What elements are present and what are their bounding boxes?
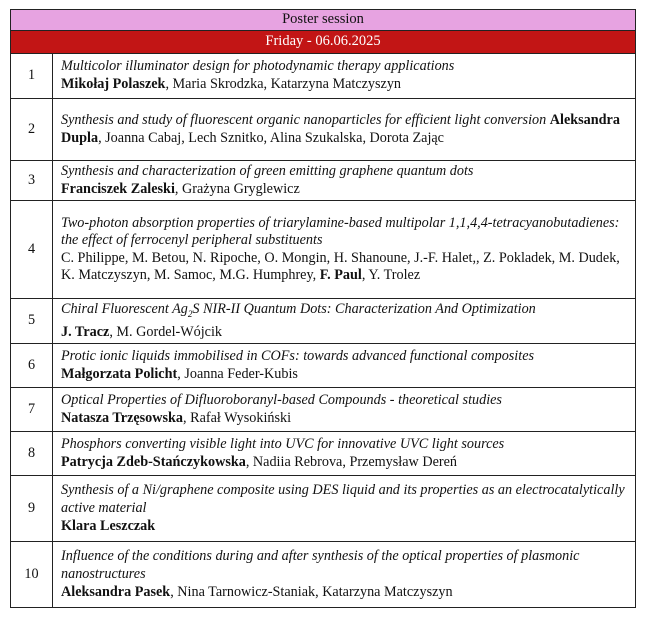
table-row <box>11 299 636 344</box>
table-row <box>11 201 636 299</box>
coauthors-before: C. Philippe, M. Betou, N. Ripoche, O. Mongin, H. Shanoune, J.-F. Halet,, Z. Pokladek, M. Dudek, K. Matczyszyn, M. Samoc, M.G. Humphrey, <box>61 249 620 284</box>
entry-number: 5 <box>11 299 53 344</box>
presenter-name: Natasza Trzęsowska <box>61 409 184 426</box>
entry-authors <box>61 454 457 470</box>
entry-title-part: S NIR-II Quantum Dots: Characterization And Optimization <box>192 301 536 318</box>
entry-number: 6 <box>11 344 53 388</box>
coauthors: , M. Gordel-Wójcik <box>109 323 223 340</box>
entry-authors <box>61 410 291 426</box>
table-row <box>11 54 636 99</box>
entry-title: Protic ionic liquids immobilised in COFs: towards advanced functional composites <box>61 348 535 365</box>
presenter-name: F. Paul <box>319 267 362 284</box>
entry-cell <box>53 299 636 344</box>
entry-cell <box>53 344 636 388</box>
coauthors: , Nadiia Rebrova, Przemysław Dereń <box>245 453 457 470</box>
coauthors: , Y. Trolez <box>361 267 421 284</box>
presenter-name: Klara Leszczak <box>61 517 156 534</box>
entry-number: 9 <box>11 476 53 542</box>
presenter-name: Mikołaj Polaszek <box>61 76 166 92</box>
day-header-row <box>11 31 636 54</box>
entry-cell <box>53 54 636 99</box>
entry-authors <box>61 518 155 534</box>
entry-cell <box>53 476 636 542</box>
entry-number: 8 <box>11 432 53 476</box>
entry-title <box>61 301 629 323</box>
day-header: Friday - 06.06.2025 <box>11 31 636 54</box>
session-header-row <box>11 10 636 31</box>
entry-title: Synthesis and characterization of green emitting graphene quantum dots <box>61 163 474 179</box>
entry-authors <box>61 250 620 284</box>
entry-title: Two-photon absorption properties of triarylamine-based multipolar 1,1,4,4-tetracyanobutadienes: the effect of ferrocenyl peripheral substituents <box>61 214 620 249</box>
table-row <box>11 99 636 161</box>
entry-title: Synthesis of a Ni/graphene composite using DES liquid and its properties as an electrocatalytically active material <box>61 482 625 516</box>
entry-title: Multicolor illuminator design for photodynamic therapy applications <box>61 58 455 75</box>
presenter-name: J. Tracz <box>61 323 110 340</box>
presenter-name: Patrycja Zdeb-Stańczykowska <box>61 453 246 470</box>
entry-cell <box>53 432 636 476</box>
entry-authors <box>61 181 300 197</box>
coauthors: , Joanna Feder-Kubis <box>177 365 298 382</box>
entry-number: 10 <box>11 542 53 608</box>
entry-number: 4 <box>11 201 53 299</box>
entry-cell <box>53 201 636 299</box>
presenter-name: Aleksandra Pasek <box>61 583 171 600</box>
table-row <box>11 476 636 542</box>
coauthors: , Rafał Wysokiński <box>183 409 292 426</box>
entry-cell <box>53 542 636 608</box>
entry-cell <box>53 161 636 201</box>
presenter-name: Małgorzata Policht <box>61 365 178 382</box>
entry-authors <box>61 324 222 340</box>
entry-number: 1 <box>11 54 53 99</box>
entry-number: 7 <box>11 388 53 432</box>
entry-cell <box>53 388 636 432</box>
table-row <box>11 388 636 432</box>
entry-cell <box>53 99 636 161</box>
table-row <box>11 161 636 201</box>
entry-number: 2 <box>11 99 53 161</box>
coauthors: , Maria Skrodzka, Katarzyna Matczyszyn <box>165 76 402 92</box>
presenter-name: Aleksandra Dupla <box>61 111 620 146</box>
entry-authors <box>61 584 453 600</box>
coauthors: , Joanna Cabaj, Lech Sznitko, Alina Szukalska, Dorota Zając <box>98 129 444 146</box>
coauthors: , Nina Tarnowicz-Staniak, Katarzyna Matczyszyn <box>170 583 453 600</box>
entry-title: Synthesis and study of fluorescent organic nanoparticles for efficient light conversion <box>61 111 547 128</box>
entry-title-subscript: 2 <box>187 309 193 320</box>
entry-authors <box>61 366 298 382</box>
table-row <box>11 542 636 608</box>
entry-title: Optical Properties of Difluoroboranyl-based Compounds - theoretical studies <box>61 392 502 409</box>
table-row <box>11 344 636 388</box>
coauthors: , Grażyna Gryglewicz <box>174 180 300 197</box>
entry-authors <box>61 76 401 92</box>
table-row <box>11 432 636 476</box>
entry-title-part: Chiral Fluorescent Ag <box>61 301 188 318</box>
poster-session-table <box>10 9 636 608</box>
presenter-name: Franciszek Zaleski <box>61 180 175 197</box>
entry-title: Phosphors converting visible light into UVC for innovative UVC light sources <box>61 436 505 453</box>
entry-number: 3 <box>11 161 53 201</box>
entry-title: Influence of the conditions during and after synthesis of the optical properties of plasmonic nanostructures <box>61 548 580 582</box>
session-header: Poster session <box>11 10 636 31</box>
